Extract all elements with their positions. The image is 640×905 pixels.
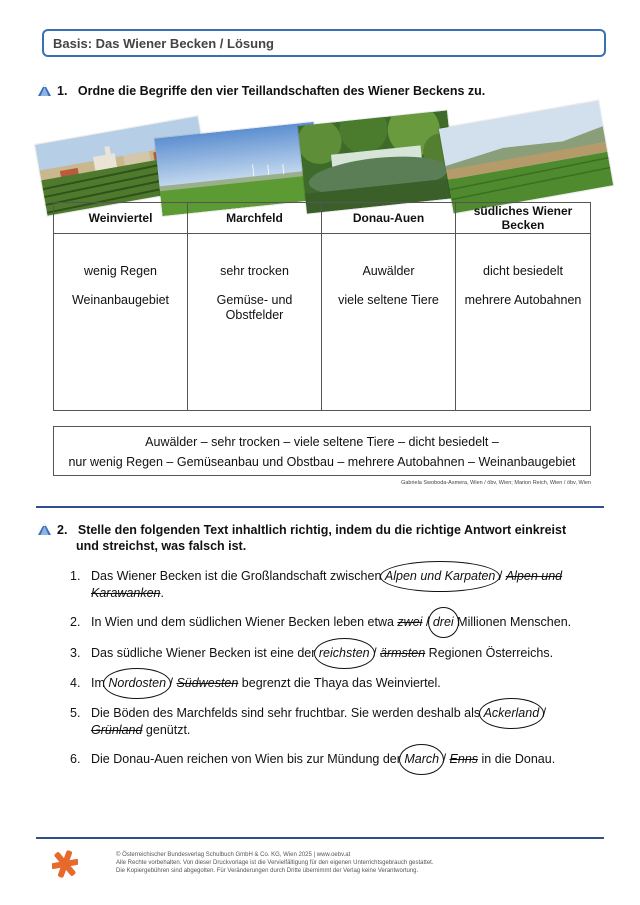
footer-line: © Österreichischer Bundesverlag Schulbuch GmbH & Co. KG, Wien 2025 | www.oebv.at bbox=[116, 852, 351, 858]
footer-line: Die Kopiergebühren sind abgegolten. Für Veränderungen durch Dritte übernimmt der Verlag keine Verantwortung. bbox=[116, 868, 419, 874]
word-bank-line: Auwälder – sehr trocken – viele seltene Tiere – dicht besiedelt – bbox=[145, 435, 499, 449]
table-column-marchfeld bbox=[188, 203, 322, 410]
statement-part: Die Böden des Marchfelds sind sehr fruchtbar. Sie werden deshalb als bbox=[91, 706, 484, 720]
struck-answer: Grünland bbox=[91, 723, 143, 737]
table-column-suedliches-wiener-becken bbox=[456, 203, 590, 410]
table-header: südliches Wiener Becken bbox=[456, 203, 590, 234]
item-number: 3. bbox=[70, 646, 81, 660]
photo-credit: Gabriela Swoboda-Asmera, Wien / öbv, Wien; Marion Reich, Wien / öbv, Wien bbox=[401, 480, 591, 486]
table-column-weinviertel bbox=[54, 203, 188, 410]
struck-answer: Südwesten bbox=[176, 676, 239, 690]
statement-text bbox=[91, 751, 591, 768]
task1-number: 1. bbox=[57, 84, 68, 98]
photo-suedliches-wiener-becken bbox=[439, 101, 613, 214]
item-number: 1. bbox=[70, 569, 81, 583]
answer-text: viele seltene Tiere bbox=[338, 293, 439, 307]
table-header: Donau-Auen bbox=[322, 203, 455, 234]
statement-part: Regionen Österreichs. bbox=[425, 646, 554, 660]
statement-part: in die Donau. bbox=[478, 752, 556, 766]
statement-part: Das südliche Wiener Becken ist eine der bbox=[91, 646, 319, 660]
item-number: 4. bbox=[70, 676, 81, 690]
statement-part: Das Wiener Becken ist die Großlandschaft zwischen bbox=[91, 569, 385, 583]
word-bank-line: nur wenig Regen – Gemüseanbau und Obstbau – mehrere Autobahnen – Weinanbaugebiet bbox=[68, 455, 576, 469]
assignment-table bbox=[53, 202, 591, 411]
statement-part: begrenzt die Thaya das Weinviertel. bbox=[238, 676, 441, 690]
circled-answer: drei bbox=[432, 615, 454, 629]
worksheet-header bbox=[42, 29, 606, 57]
statement-part: In Wien und dem südlichen Wiener Becken leben etwa bbox=[91, 615, 398, 629]
statement-part: Die Donau-Auen reichen von Wien bis zur Mündung der bbox=[91, 752, 405, 766]
separator: / bbox=[439, 752, 450, 766]
table-header: Marchfeld bbox=[188, 203, 321, 234]
answer-text: mehrere Autobahnen bbox=[464, 293, 582, 307]
statement-part: . bbox=[160, 586, 164, 600]
item-number: 2. bbox=[70, 615, 81, 629]
footer-copyright bbox=[116, 851, 434, 875]
statement-part: genützt. bbox=[142, 723, 191, 737]
item-number: 6. bbox=[70, 752, 81, 766]
task2-title-continued: und streichst, was falsch ist. bbox=[76, 539, 247, 553]
separator: / bbox=[369, 646, 381, 660]
statement-part: Millionen Menschen. bbox=[453, 615, 572, 629]
statement-part: Im bbox=[91, 676, 109, 690]
struck-answer: zwei bbox=[397, 615, 423, 629]
photo-donau-auen bbox=[298, 110, 456, 213]
separator: / bbox=[539, 706, 547, 720]
answer-text: Gemüse- und Obstfelder bbox=[216, 293, 293, 322]
oebv-star-logo-icon bbox=[52, 850, 78, 878]
answer-text: sehr trocken bbox=[220, 264, 289, 278]
circled-answer: Nordosten bbox=[108, 676, 167, 690]
statement-text bbox=[91, 614, 591, 631]
struck-answer: ärmsten bbox=[380, 646, 426, 660]
statement-text bbox=[91, 568, 591, 602]
task1-heading bbox=[57, 83, 485, 99]
circled-answer: Ackerland bbox=[483, 706, 540, 720]
statement-text bbox=[91, 705, 591, 739]
table-column-donau-auen bbox=[322, 203, 456, 410]
mountain-triangle-icon bbox=[38, 523, 51, 535]
separator: / bbox=[495, 569, 506, 583]
footer-line: Alle Rechte vorbehalten. Von dieser Druckvorlage ist die Vervielfältigung für den eigenen Unterrichtsgebrauch gestattet. bbox=[116, 860, 434, 866]
task2-number: 2. bbox=[57, 523, 68, 537]
task2-title: Stelle den folgenden Text inhaltlich richtig, indem du die richtige Antwort einkreist bbox=[77, 523, 567, 537]
statement-text bbox=[91, 645, 591, 662]
statement-text bbox=[91, 675, 591, 692]
struck-answer: Enns bbox=[449, 752, 479, 766]
answer-text: dicht besiedelt bbox=[483, 264, 563, 278]
answer-text: Weinanbaugebiet bbox=[71, 293, 170, 307]
section-divider bbox=[36, 506, 604, 508]
answer-text: Auwälder bbox=[362, 264, 415, 278]
mountain-triangle-icon bbox=[38, 84, 51, 96]
task1-title: Ordne die Begriffe den vier Teillandschaften des Wiener Beckens zu. bbox=[77, 84, 486, 98]
worksheet-title: Basis: Das Wiener Becken / Lösung bbox=[53, 36, 274, 51]
circled-answer: reichsten bbox=[318, 646, 370, 660]
item-number: 5. bbox=[70, 706, 81, 720]
word-bank bbox=[53, 426, 591, 476]
separator: / bbox=[422, 615, 433, 629]
footer-divider bbox=[36, 837, 604, 839]
task2-heading bbox=[57, 522, 566, 538]
circled-answer: March bbox=[404, 752, 440, 766]
struck-answer: Alpen und Karawanken bbox=[91, 569, 563, 600]
table-header: Weinviertel bbox=[54, 203, 187, 234]
separator: / bbox=[166, 676, 177, 690]
circled-answer: Alpen und Karpaten bbox=[384, 569, 496, 583]
answer-text: wenig Regen bbox=[84, 264, 157, 278]
